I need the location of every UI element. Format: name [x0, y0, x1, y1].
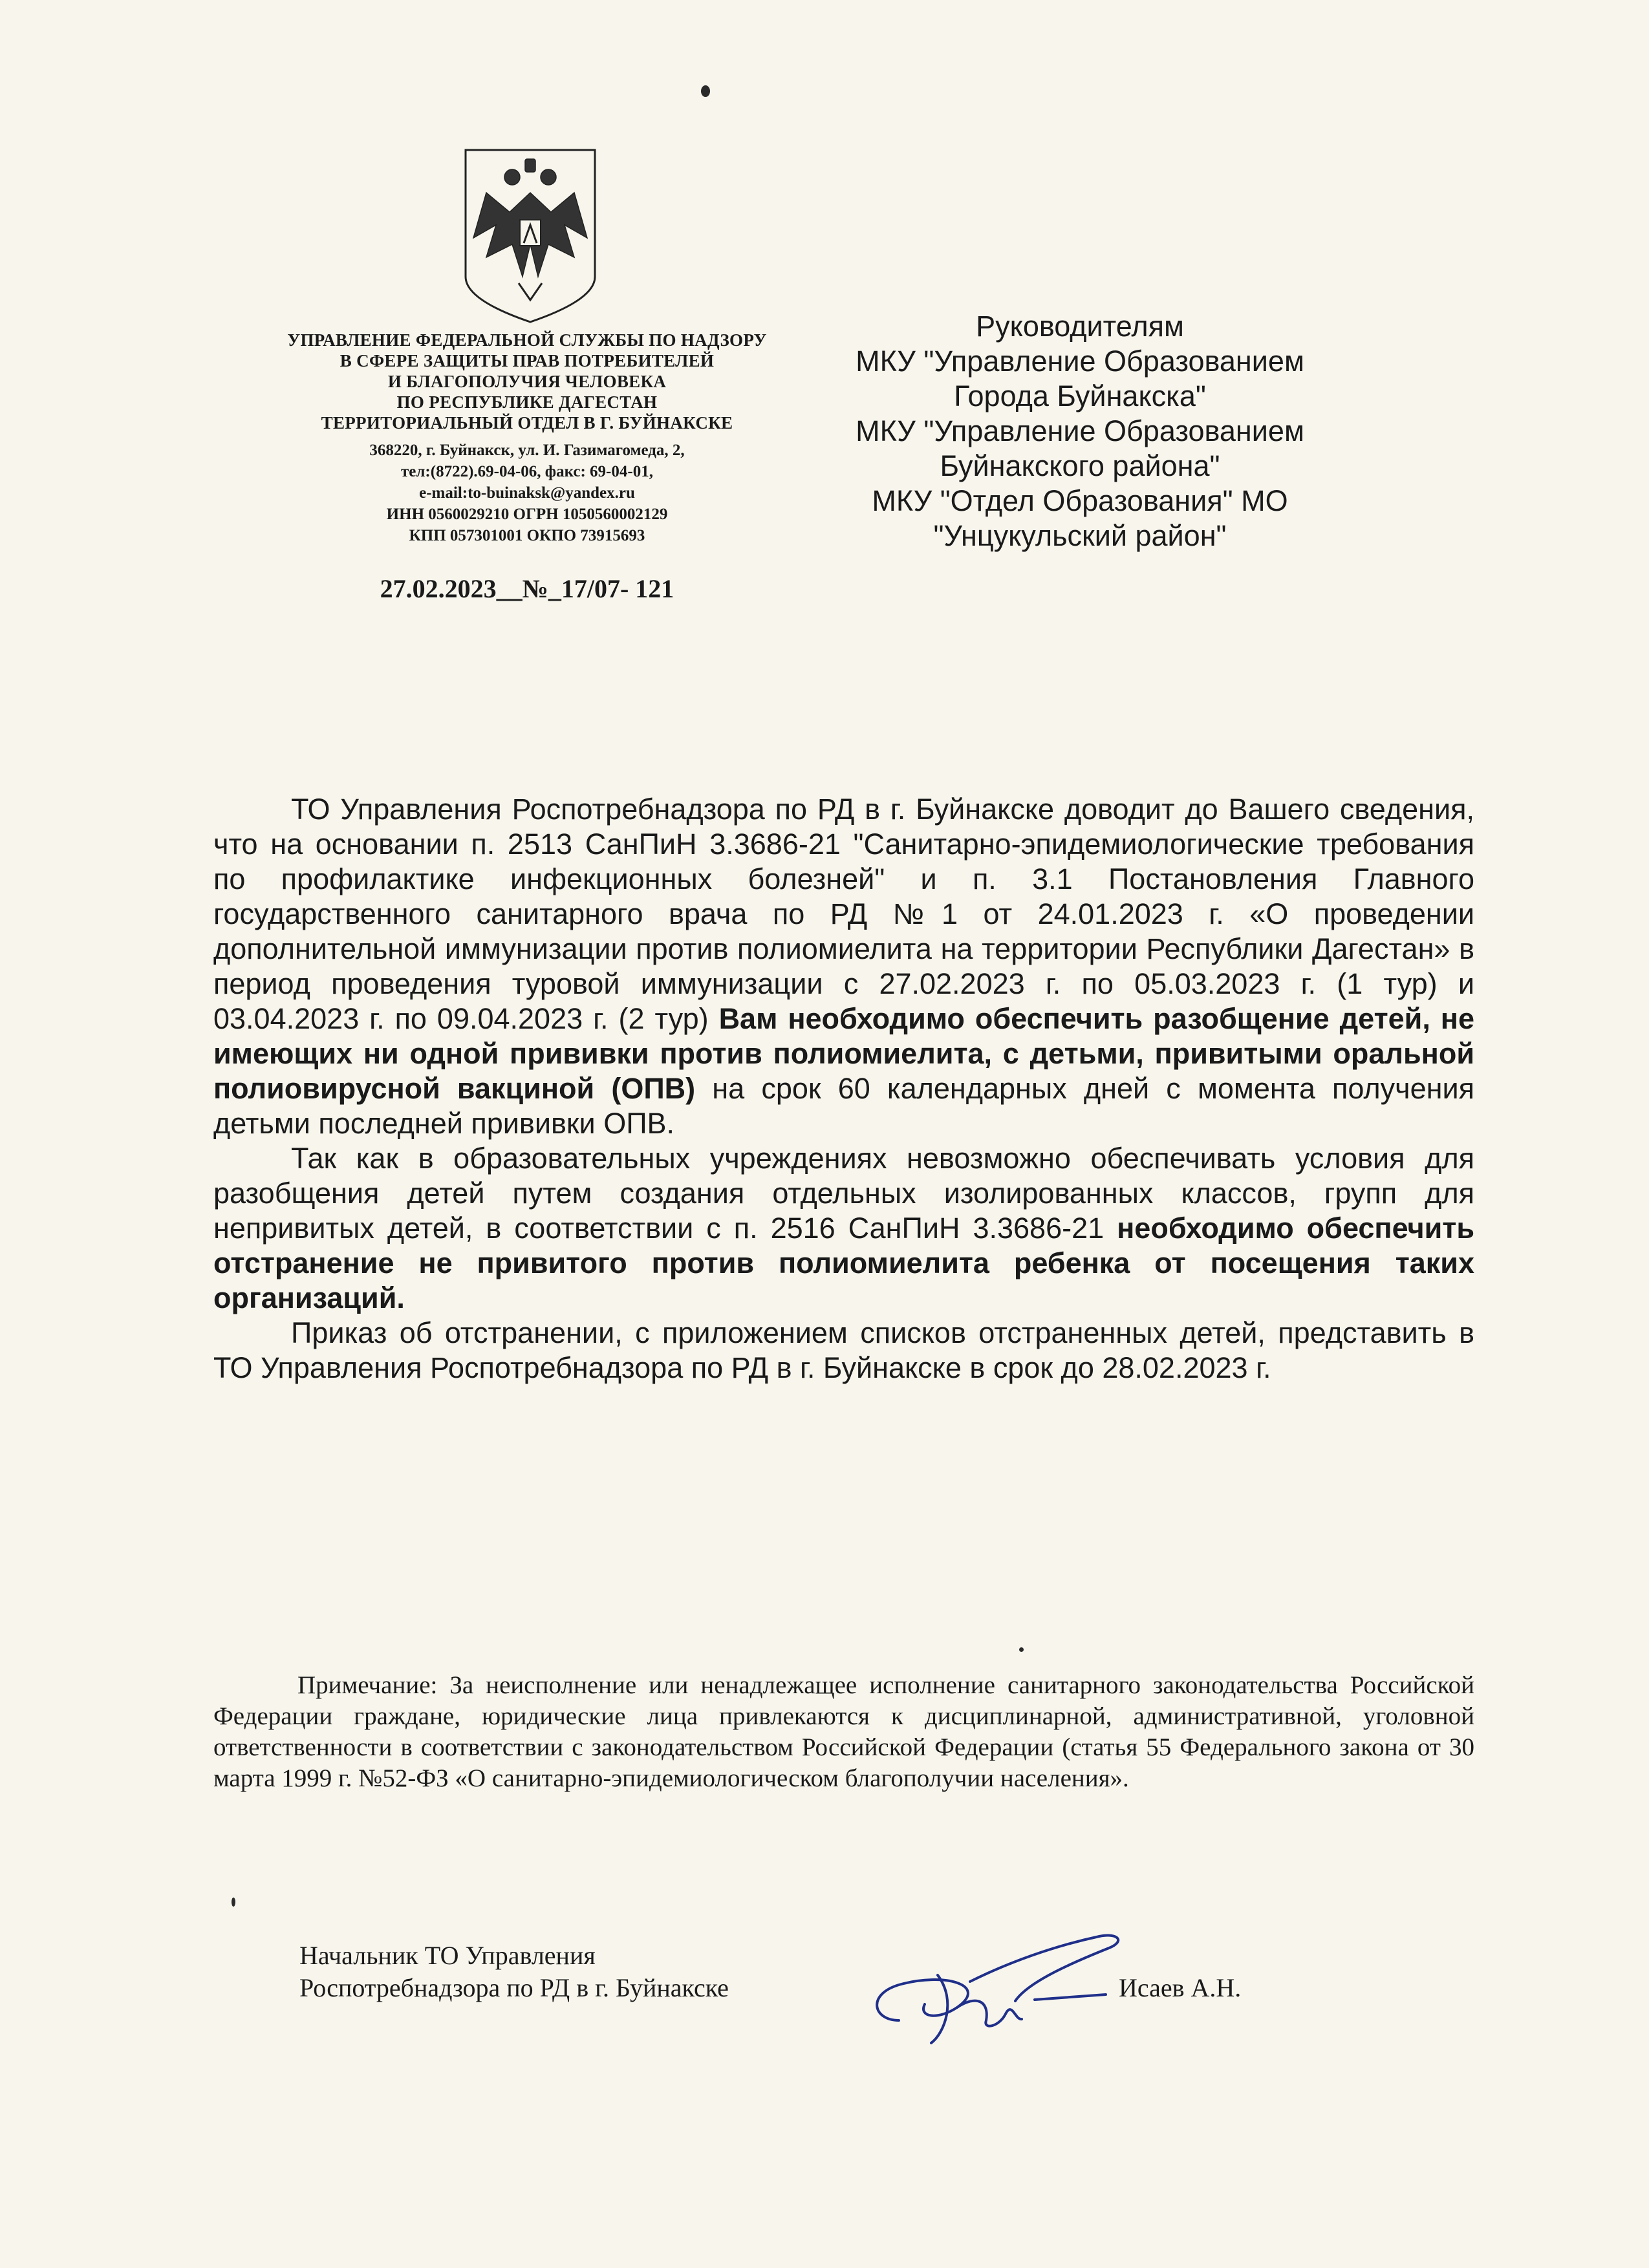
- sender-address: [207, 440, 847, 546]
- handwritten-signature: [860, 1923, 1145, 2059]
- paragraph-1: [213, 792, 1474, 1141]
- email-line: e-mail:to-buinaksk@yandex.ru: [419, 484, 635, 502]
- kpp-line: КПП 057301001 ОКПО 73915693: [409, 527, 645, 544]
- sender-block: [207, 330, 847, 604]
- paragraph-bold-text: Вам необходимо обеспечить разобщение детей, не имеющих ни одной прививки против полиомиелита, с детьми, привитыми оральной полиовирусной вакциной (ОПВ): [213, 1002, 1474, 1105]
- signatory-name: Исаев А.Н.: [1119, 1973, 1242, 2002]
- sender-line: УПРАВЛЕНИЕ ФЕДЕРАЛЬНОЙ СЛУЖБЫ ПО НАДЗОРУ: [287, 330, 767, 350]
- note-paragraph: Примечание: За неисполнение или ненадлежащее исполнение санитарного законодательства Российской Федерации граждане, юридические лица привлекаются к дисциплинарной, административной, уголовной ответственности в соответствии с законодательством Российской Федерации (статья 55 Федерального закона от 30 марта 1999 г. №52-ФЗ «О санитарно-эпидемиологическом благополучии населения».: [213, 1671, 1474, 1792]
- signatory-title: [299, 1940, 729, 2004]
- paragraph-2: [213, 1141, 1474, 1316]
- letter-body: [213, 792, 1474, 1385]
- inn-line: ИНН 0560029210 ОГРН 1050560002129: [386, 506, 668, 523]
- recipient-line: Города Буйнакска": [954, 380, 1206, 412]
- recipient-line: "Унцукульский район": [933, 519, 1227, 552]
- sender-line: В СФЕРЕ ЗАЩИТЫ ПРАВ ПОТРЕБИТЕЛЕЙ: [339, 351, 715, 370]
- sender-line: ПО РЕСПУБЛИКЕ ДАГЕСТАН: [396, 392, 658, 412]
- paragraph-text: на срок 60 календарных дней с момента получения детьми последней прививки ОПВ.: [213, 1072, 1474, 1140]
- address-line: 368220, г. Буйнакск, ул. И. Газимагомеда, 2,: [369, 442, 685, 459]
- ink-dot: [1019, 1647, 1024, 1652]
- coat-of-arms-icon: [460, 147, 600, 325]
- recipient-line: МКУ "Управление Образованием: [856, 345, 1304, 378]
- paragraph-bold-text: необходимо обеспечить отстранение не привитого против полиомиелита ребенка от посещения таких организаций.: [213, 1212, 1474, 1314]
- signatory-title-line: Роспотребнадзора по РД в г. Буйнакске: [299, 1973, 729, 2002]
- document-number: 27.02.2023__№_17/07- 121: [380, 574, 674, 603]
- signatory-title-line: Начальник ТО Управления: [299, 1941, 596, 1970]
- paragraph-text: ТО Управления Роспотребнадзора по РД в г. Буйнакске доводит до Вашего сведения, что на основании п. 2513 СанПиН 3.3686-21 "Санитарно-эпидемиологические требования по профилактике инфекционных болезней" и п. 3.1 Постановления Главного государственного санитарного врача по РД №1 от 24.01.2023 г. «О проведении дополнительной иммунизации против полиомиелита на территории Республики Дагестан» в период проведения туровой иммунизации с 27.02.2023 г. по 05.03.2023 г. (1 тур) и 03.04.2023 г. по 09.04.2023 г. (2 тур): [213, 793, 1474, 1035]
- paragraph-3: Приказ об отстранении, с приложением списков отстраненных детей, представить в ТО Управления Роспотребнадзора по РД в г. Буйнакске в срок до 28.02.2023 г.: [213, 1316, 1474, 1384]
- ink-dot: [701, 85, 710, 97]
- ink-dot: [232, 1898, 235, 1907]
- phone-line: тел:(8722).69-04-06, факс: 69-04-01,: [401, 463, 653, 480]
- recipient-block: [854, 309, 1306, 553]
- recipient-line: Руководителям: [976, 310, 1184, 343]
- recipient-line: Буйнакского района": [940, 449, 1220, 482]
- recipient-line: МКУ "Управление Образованием: [856, 414, 1304, 447]
- sender-line: ТЕРРИТОРИАЛЬНЫЙ ОТДЕЛ В Г. БУЙНАКСКЕ: [321, 413, 733, 433]
- sender-line: И БЛАГОПОЛУЧИЯ ЧЕЛОВЕКА: [387, 372, 667, 391]
- recipient-line: МКУ "Отдел Образования" МО: [872, 484, 1288, 517]
- paragraph-text: Так как в образовательных учреждениях невозможно обеспечивать условия для разобщения детей путем создания отдельных изолированных классов, групп для непривитых детей, в соответствии с п. 2516 СанПиН 3.3686-21: [213, 1142, 1474, 1245]
